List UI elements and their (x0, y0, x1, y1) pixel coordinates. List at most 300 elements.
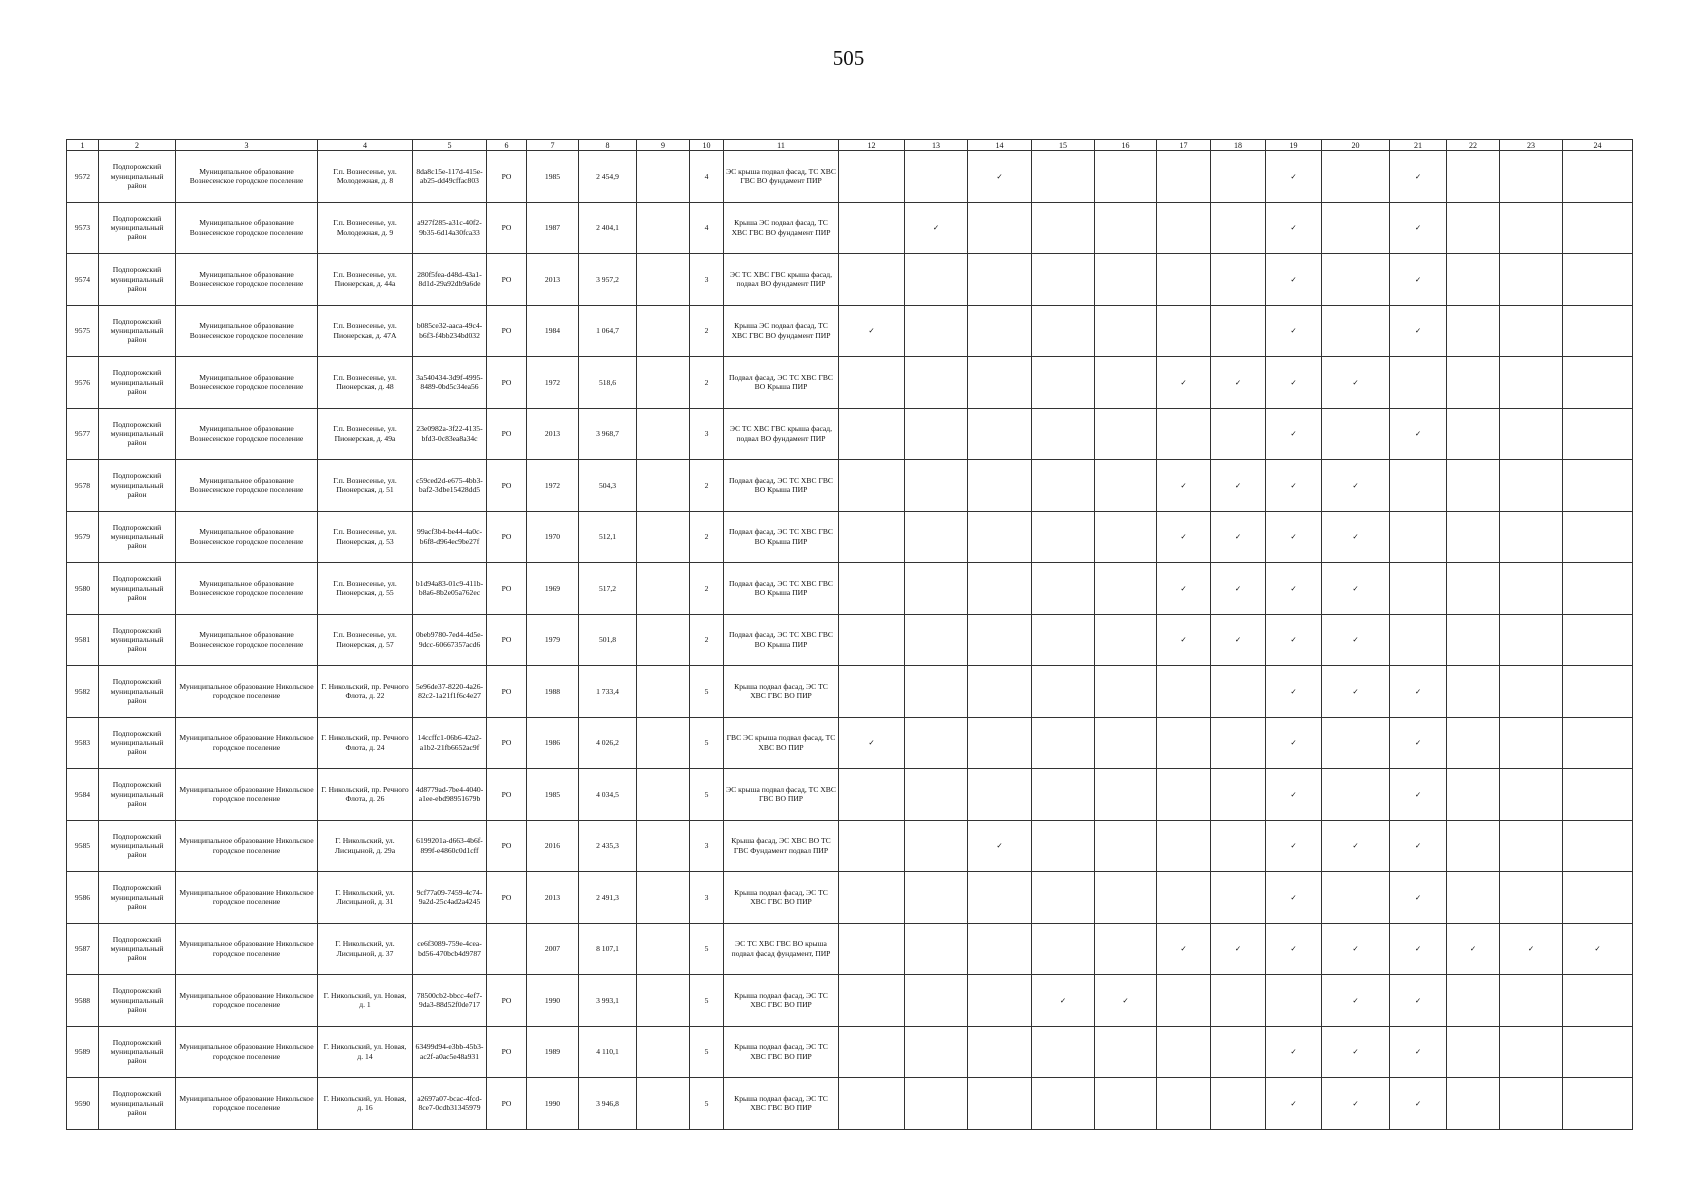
table-body (67, 151, 1633, 1130)
empty-cell (1500, 1078, 1563, 1130)
col9-cell (637, 563, 690, 615)
check-mark-icon: ✓ (1211, 923, 1266, 975)
district-cell: Подпорожский муниципальный район (99, 460, 176, 512)
row-number-cell: 9578 (67, 460, 99, 512)
check-mark-icon: ✓ (1390, 975, 1447, 1027)
district-cell: Подпорожский муниципальный район (99, 1078, 176, 1130)
municipality-cell: Муниципальное образование Никольское городское поселение (176, 872, 318, 924)
empty-cell (1157, 820, 1211, 872)
empty-cell (1211, 151, 1266, 203)
works-cell: Крыша подвал фасад, ЭС ТС ХВС ГВС ВО ПИР (724, 975, 839, 1027)
table-row (67, 408, 1633, 460)
empty-cell (1211, 975, 1266, 1027)
empty-cell (1500, 717, 1563, 769)
col10-cell: 2 (690, 563, 724, 615)
year-cell: 1979 (527, 614, 579, 666)
table-row (67, 151, 1633, 203)
empty-cell (1157, 254, 1211, 306)
municipality-cell: Муниципальное образование Вознесенское городское поселение (176, 305, 318, 357)
empty-cell (968, 872, 1032, 924)
check-mark-icon: ✓ (1266, 717, 1322, 769)
district-cell: Подпорожский муниципальный район (99, 923, 176, 975)
empty-cell (839, 975, 905, 1027)
empty-cell (1447, 614, 1500, 666)
empty-cell (1322, 769, 1390, 821)
empty-cell (839, 511, 905, 563)
empty-cell (1095, 408, 1157, 460)
year-cell: 2016 (527, 820, 579, 872)
empty-cell (905, 563, 968, 615)
operator-cell: РО (487, 460, 527, 512)
municipality-cell: Муниципальное образование Никольское городское поселение (176, 769, 318, 821)
row-number-cell: 9573 (67, 202, 99, 254)
empty-cell (905, 460, 968, 512)
check-mark-icon: ✓ (1266, 254, 1322, 306)
year-cell: 1990 (527, 1078, 579, 1130)
column-number-header (67, 140, 1633, 151)
column-header-20: 20 (1322, 140, 1390, 151)
table-row (67, 975, 1633, 1027)
area-cell: 3 993,1 (579, 975, 637, 1027)
empty-cell (1095, 151, 1157, 203)
empty-cell (1322, 151, 1390, 203)
empty-cell (1266, 975, 1322, 1027)
empty-cell (968, 975, 1032, 1027)
building-id-cell: a927f285-a31c-40f2-9b35-6d14a30fca33 (413, 202, 487, 254)
column-header-15: 15 (1032, 140, 1095, 151)
check-mark-icon: ✓ (1095, 975, 1157, 1027)
district-cell: Подпорожский муниципальный район (99, 151, 176, 203)
empty-cell (905, 614, 968, 666)
check-mark-icon: ✓ (1266, 614, 1322, 666)
area-cell: 2 491,3 (579, 872, 637, 924)
area-cell: 4 110,1 (579, 1026, 637, 1078)
col9-cell (637, 511, 690, 563)
empty-cell (1095, 820, 1157, 872)
empty-cell (1157, 769, 1211, 821)
empty-cell (1390, 563, 1447, 615)
col9-cell (637, 357, 690, 409)
check-mark-icon: ✓ (1322, 1026, 1390, 1078)
municipality-cell: Муниципальное образование Никольское городское поселение (176, 1026, 318, 1078)
check-mark-icon: ✓ (1157, 511, 1211, 563)
col10-cell: 2 (690, 357, 724, 409)
municipality-cell: Муниципальное образование Никольское городское поселение (176, 975, 318, 1027)
check-mark-icon: ✓ (1266, 563, 1322, 615)
row-number-cell: 9587 (67, 923, 99, 975)
operator-cell: РО (487, 511, 527, 563)
check-mark-icon: ✓ (1157, 357, 1211, 409)
empty-cell (1500, 563, 1563, 615)
col10-cell: 2 (690, 460, 724, 512)
empty-cell (1563, 202, 1633, 254)
empty-cell (1563, 1026, 1633, 1078)
col9-cell (637, 1026, 690, 1078)
district-cell: Подпорожский муниципальный район (99, 1026, 176, 1078)
column-header-5: 5 (413, 140, 487, 151)
building-id-cell: 99acf3b4-be44-4a0c-b6f8-d964ec9be27f (413, 511, 487, 563)
empty-cell (1500, 254, 1563, 306)
empty-cell (1211, 1078, 1266, 1130)
works-cell: ЭС ТС ХВС ГВС крыша фасад, подвал ВО фундамент ПИР (724, 408, 839, 460)
column-header-9: 9 (637, 140, 690, 151)
check-mark-icon: ✓ (1266, 820, 1322, 872)
empty-cell (1563, 872, 1633, 924)
empty-cell (1447, 357, 1500, 409)
area-cell: 504,3 (579, 460, 637, 512)
area-cell: 4 034,5 (579, 769, 637, 821)
empty-cell (1500, 202, 1563, 254)
address-cell: Г.п. Вознесенье, ул. Молодежная, д. 9 (318, 202, 413, 254)
check-mark-icon: ✓ (1211, 511, 1266, 563)
empty-cell (839, 923, 905, 975)
empty-cell (1095, 1026, 1157, 1078)
check-mark-icon: ✓ (1322, 923, 1390, 975)
empty-cell (1447, 202, 1500, 254)
empty-cell (1500, 1026, 1563, 1078)
empty-cell (1032, 769, 1095, 821)
district-cell: Подпорожский муниципальный район (99, 254, 176, 306)
empty-cell (1500, 820, 1563, 872)
address-cell: Г. Никольский, ул. Лисицыной, д. 29а (318, 820, 413, 872)
empty-cell (1095, 511, 1157, 563)
empty-cell (905, 820, 968, 872)
row-number-cell: 9588 (67, 975, 99, 1027)
empty-cell (905, 254, 968, 306)
empty-cell (1095, 717, 1157, 769)
area-cell: 2 454,9 (579, 151, 637, 203)
empty-cell (968, 305, 1032, 357)
empty-cell (839, 357, 905, 409)
empty-cell (1500, 460, 1563, 512)
empty-cell (1211, 666, 1266, 718)
operator-cell: РО (487, 614, 527, 666)
works-cell: Крыша подвал фасад, ЭС ТС ХВС ГВС ВО ПИР (724, 872, 839, 924)
column-header-8: 8 (579, 140, 637, 151)
empty-cell (968, 357, 1032, 409)
row-number-cell: 9574 (67, 254, 99, 306)
empty-cell (1447, 408, 1500, 460)
operator-cell: РО (487, 1078, 527, 1130)
register-table (66, 139, 1633, 1130)
address-cell: Г.п. Вознесенье, ул. Пионерская, д. 53 (318, 511, 413, 563)
district-cell: Подпорожский муниципальный район (99, 202, 176, 254)
col10-cell: 5 (690, 1026, 724, 1078)
empty-cell (1095, 666, 1157, 718)
works-cell: ЭС крыша подвал фасад, ТС ХВС ГВС ВО фундамент ПИР (724, 151, 839, 203)
col9-cell (637, 460, 690, 512)
empty-cell (1447, 1078, 1500, 1130)
empty-cell (1032, 202, 1095, 254)
row-number-cell: 9586 (67, 872, 99, 924)
empty-cell (1032, 717, 1095, 769)
empty-cell (839, 769, 905, 821)
year-cell: 1985 (527, 151, 579, 203)
col9-cell (637, 820, 690, 872)
operator-cell: РО (487, 820, 527, 872)
check-mark-icon: ✓ (1390, 305, 1447, 357)
empty-cell (1032, 923, 1095, 975)
works-cell: Подвал фасад, ЭС ТС ХВС ГВС ВО Крыша ПИР (724, 511, 839, 563)
operator-cell: РО (487, 769, 527, 821)
area-cell: 3 968,7 (579, 408, 637, 460)
empty-cell (1322, 717, 1390, 769)
check-mark-icon: ✓ (1322, 666, 1390, 718)
table-row (67, 872, 1633, 924)
year-cell: 1986 (527, 717, 579, 769)
empty-cell (1032, 460, 1095, 512)
check-mark-icon: ✓ (1322, 460, 1390, 512)
col10-cell: 4 (690, 202, 724, 254)
address-cell: Г.п. Вознесенье, ул. Пионерская, д. 49а (318, 408, 413, 460)
col10-cell: 5 (690, 975, 724, 1027)
check-mark-icon: ✓ (1390, 1026, 1447, 1078)
building-id-cell: 0beb9780-7ed4-4d5e-9dcc-60667357acd6 (413, 614, 487, 666)
empty-cell (1563, 254, 1633, 306)
table-row (67, 357, 1633, 409)
municipality-cell: Муниципальное образование Вознесенское городское поселение (176, 460, 318, 512)
empty-cell (1447, 563, 1500, 615)
row-number-cell: 9589 (67, 1026, 99, 1078)
municipality-cell: Муниципальное образование Вознесенское городское поселение (176, 614, 318, 666)
check-mark-icon: ✓ (1390, 254, 1447, 306)
empty-cell (905, 408, 968, 460)
column-header-13: 13 (905, 140, 968, 151)
district-cell: Подпорожский муниципальный район (99, 357, 176, 409)
empty-cell (1157, 305, 1211, 357)
empty-cell (839, 254, 905, 306)
empty-cell (1157, 666, 1211, 718)
empty-cell (1447, 820, 1500, 872)
empty-cell (1563, 820, 1633, 872)
check-mark-icon: ✓ (905, 202, 968, 254)
column-header-3: 3 (176, 140, 318, 151)
year-cell: 1984 (527, 305, 579, 357)
table-row (67, 614, 1633, 666)
empty-cell (1447, 460, 1500, 512)
column-header-2: 2 (99, 140, 176, 151)
col10-cell: 2 (690, 305, 724, 357)
area-cell: 1 733,4 (579, 666, 637, 718)
operator-cell: РО (487, 357, 527, 409)
check-mark-icon: ✓ (1211, 563, 1266, 615)
building-id-cell: a2697a07-bcac-4fcd-8ce7-0cdb31345979 (413, 1078, 487, 1130)
table-row (67, 202, 1633, 254)
empty-cell (968, 614, 1032, 666)
area-cell: 3 946,8 (579, 1078, 637, 1130)
table-row (67, 1078, 1633, 1130)
empty-cell (968, 408, 1032, 460)
works-cell: Подвал фасад, ЭС ТС ХВС ГВС ВО Крыша ПИР (724, 563, 839, 615)
year-cell: 2013 (527, 872, 579, 924)
empty-cell (1563, 563, 1633, 615)
building-id-cell: 4d8779ad-7be4-4040-a1ee-ebd98951679b (413, 769, 487, 821)
empty-cell (905, 769, 968, 821)
municipality-cell: Муниципальное образование Никольское городское поселение (176, 717, 318, 769)
empty-cell (1500, 357, 1563, 409)
operator-cell: РО (487, 666, 527, 718)
address-cell: Г.п. Вознесенье, ул. Молодежная, д. 8 (318, 151, 413, 203)
empty-cell (1390, 357, 1447, 409)
municipality-cell: Муниципальное образование Вознесенское городское поселение (176, 151, 318, 203)
address-cell: Г. Никольский, пр. Речного Флота, д. 26 (318, 769, 413, 821)
col10-cell: 5 (690, 717, 724, 769)
empty-cell (1211, 717, 1266, 769)
check-mark-icon: ✓ (1390, 408, 1447, 460)
district-cell: Подпорожский муниципальный район (99, 666, 176, 718)
col9-cell (637, 872, 690, 924)
check-mark-icon: ✓ (1322, 975, 1390, 1027)
empty-cell (1563, 460, 1633, 512)
address-cell: Г. Никольский, пр. Речного Флота, д. 22 (318, 666, 413, 718)
district-cell: Подпорожский муниципальный район (99, 511, 176, 563)
empty-cell (839, 614, 905, 666)
empty-cell (1563, 357, 1633, 409)
empty-cell (968, 563, 1032, 615)
page-number: 505 (832, 46, 865, 70)
empty-cell (1157, 202, 1211, 254)
empty-cell (1500, 151, 1563, 203)
municipality-cell: Муниципальное образование Вознесенское городское поселение (176, 511, 318, 563)
column-header-23: 23 (1500, 140, 1563, 151)
empty-cell (905, 511, 968, 563)
empty-cell (1032, 151, 1095, 203)
area-cell: 512,1 (579, 511, 637, 563)
operator-cell: РО (487, 717, 527, 769)
empty-cell (1500, 408, 1563, 460)
address-cell: Г.п. Вознесенье, ул. Пионерская, д. 44а (318, 254, 413, 306)
column-header-21: 21 (1390, 140, 1447, 151)
col9-cell (637, 923, 690, 975)
operator-cell: РО (487, 254, 527, 306)
area-cell: 2 404,1 (579, 202, 637, 254)
empty-cell (1157, 1078, 1211, 1130)
check-mark-icon: ✓ (1322, 563, 1390, 615)
empty-cell (1095, 357, 1157, 409)
empty-cell (1095, 614, 1157, 666)
check-mark-icon: ✓ (1266, 666, 1322, 718)
empty-cell (1211, 1026, 1266, 1078)
check-mark-icon: ✓ (1266, 305, 1322, 357)
empty-cell (1500, 305, 1563, 357)
table-row (67, 563, 1633, 615)
check-mark-icon: ✓ (1390, 820, 1447, 872)
empty-cell (839, 408, 905, 460)
row-number-cell: 9584 (67, 769, 99, 821)
operator-cell: РО (487, 202, 527, 254)
year-cell: 2007 (527, 923, 579, 975)
table-row (67, 254, 1633, 306)
check-mark-icon: ✓ (1390, 202, 1447, 254)
district-cell: Подпорожский муниципальный район (99, 820, 176, 872)
table-row (67, 460, 1633, 512)
empty-cell (1563, 614, 1633, 666)
building-id-cell: ce6f3089-759e-4cea-bd56-470bcb4d9787 (413, 923, 487, 975)
empty-cell (905, 975, 968, 1027)
col10-cell: 3 (690, 820, 724, 872)
operator-cell: РО (487, 975, 527, 1027)
col10-cell: 2 (690, 511, 724, 563)
empty-cell (1095, 254, 1157, 306)
check-mark-icon: ✓ (1266, 872, 1322, 924)
check-mark-icon: ✓ (1266, 923, 1322, 975)
empty-cell (1095, 872, 1157, 924)
district-cell: Подпорожский муниципальный район (99, 769, 176, 821)
works-cell: Крыша подвал фасад, ЭС ТС ХВС ГВС ВО ПИР (724, 666, 839, 718)
empty-cell (1032, 1026, 1095, 1078)
check-mark-icon: ✓ (1390, 666, 1447, 718)
empty-cell (839, 460, 905, 512)
address-cell: Г.п. Вознесенье, ул. Пионерская, д. 51 (318, 460, 413, 512)
check-mark-icon: ✓ (968, 151, 1032, 203)
empty-cell (905, 1078, 968, 1130)
empty-cell (1447, 717, 1500, 769)
empty-cell (1095, 202, 1157, 254)
check-mark-icon: ✓ (1390, 1078, 1447, 1130)
col9-cell (637, 666, 690, 718)
empty-cell (1032, 872, 1095, 924)
empty-cell (1157, 872, 1211, 924)
check-mark-icon: ✓ (1266, 1078, 1322, 1130)
empty-cell (1500, 975, 1563, 1027)
empty-cell (968, 1026, 1032, 1078)
empty-cell (1032, 820, 1095, 872)
empty-cell (839, 820, 905, 872)
building-id-cell: 9cf77a09-7459-4c74-9a2d-25c4ad2a4245 (413, 872, 487, 924)
empty-cell (1500, 666, 1563, 718)
year-cell: 1972 (527, 357, 579, 409)
row-number-cell: 9575 (67, 305, 99, 357)
check-mark-icon: ✓ (1322, 820, 1390, 872)
empty-cell (905, 357, 968, 409)
column-header-10: 10 (690, 140, 724, 151)
address-cell: Г.п. Вознесенье, ул. Пионерская, д. 55 (318, 563, 413, 615)
check-mark-icon: ✓ (1266, 202, 1322, 254)
check-mark-icon: ✓ (1157, 563, 1211, 615)
column-header-18: 18 (1211, 140, 1266, 151)
empty-cell (839, 1078, 905, 1130)
column-header-6: 6 (487, 140, 527, 151)
area-cell: 2 435,3 (579, 820, 637, 872)
table-row (67, 666, 1633, 718)
check-mark-icon: ✓ (1390, 769, 1447, 821)
building-id-cell: 5e96de37-8220-4a26-82c2-1a21f1f6c4e27 (413, 666, 487, 718)
col9-cell (637, 614, 690, 666)
area-cell: 4 026,2 (579, 717, 637, 769)
municipality-cell: Муниципальное образование Никольское городское поселение (176, 820, 318, 872)
col9-cell (637, 305, 690, 357)
building-id-cell: c59ced2d-e675-4bb3-baf2-3dbe15428dd5 (413, 460, 487, 512)
works-cell: Крыша фасад, ЭС ХВС ВО ТС ГВС Фундамент подвал ПИР (724, 820, 839, 872)
empty-cell (1500, 511, 1563, 563)
empty-cell (839, 666, 905, 718)
municipality-cell: Муниципальное образование Никольское городское поселение (176, 1078, 318, 1130)
col9-cell (637, 975, 690, 1027)
col10-cell: 5 (690, 666, 724, 718)
building-id-cell: 78500cb2-bbcc-4ef7-9da3-88d52f0de717 (413, 975, 487, 1027)
check-mark-icon: ✓ (1563, 923, 1633, 975)
year-cell: 1987 (527, 202, 579, 254)
col9-cell (637, 254, 690, 306)
works-cell: Крыша ЭС подвал фасад, ТС ХВС ГВС ВО фундамент ПИР (724, 202, 839, 254)
empty-cell (1095, 1078, 1157, 1130)
empty-cell (1211, 305, 1266, 357)
check-mark-icon: ✓ (1157, 460, 1211, 512)
check-mark-icon: ✓ (1447, 923, 1500, 975)
col10-cell: 5 (690, 1078, 724, 1130)
address-cell: Г. Никольский, ул. Новая, д. 14 (318, 1026, 413, 1078)
empty-cell (1211, 872, 1266, 924)
